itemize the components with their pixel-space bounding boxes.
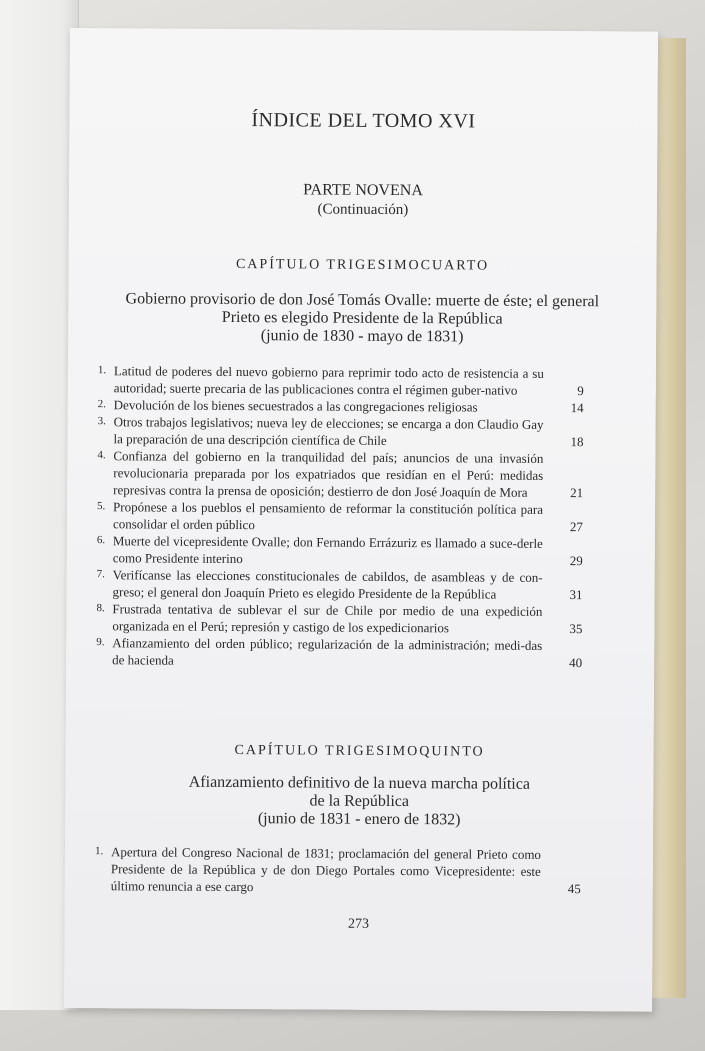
chapter-title: CAPÍTULO TRIGESIMOQUINTO [234, 743, 485, 760]
entry-page-number: 21 [570, 485, 584, 501]
chapter-description-line: Gobierno provisorio de don José Tomás Ovalle: muerte de éste; el general [125, 290, 600, 311]
entry-page-number: 45 [567, 881, 581, 897]
entry-number: 6. [96, 534, 106, 547]
index-entry [97, 447, 583, 501]
page-number: 273 [347, 916, 370, 932]
entry-text: Propónese a los pueblos el pensamiento de reformar la constitución política para consolidar el orden público [112, 499, 544, 533]
chapter-description-line: Afianzamiento definitivo de la nueva marcha política [188, 773, 531, 793]
entry-number: 4. [97, 449, 106, 462]
entry-page-number: 14 [570, 400, 584, 416]
entry-text: Devolución de los bienes secuestrados a las congregaciones religiosas [113, 397, 478, 415]
chapter-description [65, 773, 653, 831]
index-entry [98, 362, 584, 399]
entry-number: 8. [96, 602, 105, 615]
chapter-description-line: de la República [309, 792, 410, 811]
entry-text: Confianza del gobierno en la tranquilidad del país; anuncios de una invasión revolucionaria preparada por los expatriados que residían en el Perú: medidas represivas contra la prensa de oposición; destierro de don José Joaquín de Mora [113, 448, 544, 500]
chapter-description [68, 290, 656, 348]
index-entry [96, 634, 582, 671]
entry-page-number: 18 [570, 434, 584, 450]
entry-page-number: 9 [577, 383, 584, 399]
book-page [64, 28, 658, 1012]
entry-text: Muerte del vicepresidente Ovalle; don Fernando Errázuriz es llamado a suce-derle como Presidente interino [112, 533, 543, 567]
entry-text: Latitud de poderes del nuevo gobierno para reprimir todo acto de resistencia a su autoridad; suerte precaria de las publicaciones contra el régimen guber-nativo [113, 363, 544, 398]
chapter-entries [96, 362, 584, 671]
part-title: PARTE NOVENA [303, 181, 423, 200]
entry-number: 5. [97, 500, 106, 513]
index-entry [97, 413, 583, 450]
entry-page-number: 35 [569, 621, 583, 637]
index-entry [96, 600, 582, 637]
entry-number: 1. [97, 364, 107, 377]
index-entry [95, 843, 581, 897]
part-subtitle: (Continuación) [317, 201, 409, 219]
index-entry [97, 532, 583, 569]
entry-number: 9. [96, 636, 105, 649]
index-entry [97, 498, 583, 535]
chapter-entries [95, 843, 581, 897]
entry-page-number: 27 [569, 519, 584, 535]
chapter-description-line: Prieto es elegido Presidente de la República [221, 308, 503, 328]
entry-text: Otros trabajos legislativos; nueva ley de elecciones; se encarga a don Claudio Gay la preparación de una descripción científica de Chile [113, 414, 544, 448]
index-title: ÍNDICE DEL TOMO XVI [251, 109, 476, 133]
index-entry [97, 566, 583, 603]
entry-number: 3. [97, 415, 106, 428]
page-content [64, 28, 658, 1012]
entry-text: Afianzamiento del orden público; regularización de la administración; medi-das de hacienda [112, 635, 543, 668]
entry-number: 2. [97, 398, 106, 411]
entry-text: Frustrada tentativa de sublevar el sur de Chile por medio de una expedición organizada en el Perú; represión y castigo de los expedicionarios [112, 601, 543, 636]
entry-page-number: 29 [569, 553, 583, 569]
chapter-title: CAPÍTULO TRIGESIMOCUARTO [235, 257, 490, 274]
entry-text: Verifícanse las elecciones constitucionales de cabildos, de asambleas y de con-greso; el general don Joaquín Prieto es elegido Presidente de la República [112, 567, 543, 602]
entry-text: Apertura del Congreso Nacional de 1831; proclamación del general Prieto como Presidente de la República y de don Diego Portales como Vicepresidente: este último renuncia a ese cargo [110, 844, 542, 895]
entry-number: 7. [96, 568, 105, 581]
chapter-description-line: (junio de 1830 - mayo de 1831) [260, 327, 464, 346]
chapter-description-line: (junio de 1831 - enero de 1832) [257, 810, 461, 829]
entry-number: 1. [94, 845, 104, 858]
entry-page-number: 31 [569, 587, 583, 603]
entry-page-number: 40 [569, 655, 583, 671]
